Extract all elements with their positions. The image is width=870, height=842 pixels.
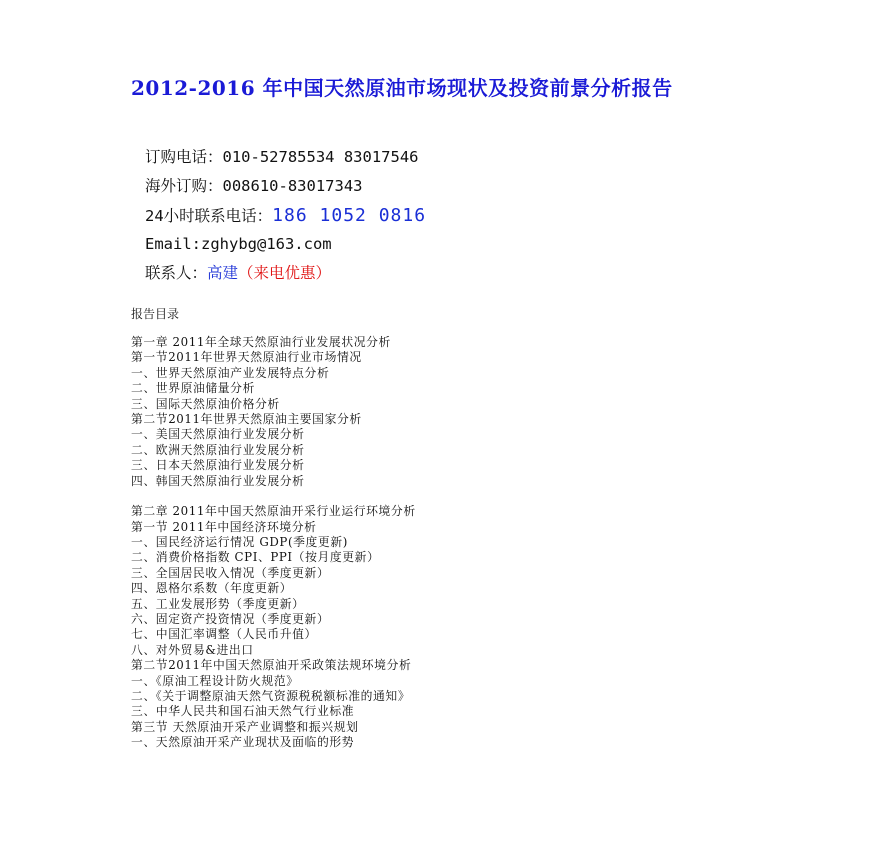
overseas-order-value: 008610-83017343 bbox=[222, 177, 363, 195]
toc-line: 五、工业发展形势（季度更新） bbox=[131, 596, 305, 611]
contact-person-line bbox=[145, 259, 426, 288]
toc-line: 三、日本天然原油行业发展分析 bbox=[131, 458, 305, 473]
contact-person-note: （来电优惠） bbox=[238, 264, 332, 282]
toc-line: 八、对外贸易&进出口 bbox=[131, 642, 254, 657]
toc-line: 第一节2011年世界天然原油行业市场情况 bbox=[131, 350, 362, 365]
overseas-order-label: 海外订购： bbox=[145, 177, 223, 195]
toc-line: 三、国际天然原油价格分析 bbox=[131, 396, 280, 411]
toc-line: 二、消费价格指数 CPI、PPI（按月度更新） bbox=[131, 550, 380, 565]
toc-line: 一、国民经济运行情况 GDP(季度更新) bbox=[131, 535, 348, 550]
order-phone-value: 010-52785534 83017546 bbox=[222, 148, 419, 166]
table-of-contents bbox=[131, 335, 416, 751]
toc-chapter-1 bbox=[131, 335, 416, 489]
toc-line: 第一节 2011年中国经济环境分析 bbox=[131, 519, 317, 534]
toc-line: 六、固定资产投资情况（季度更新） bbox=[131, 612, 330, 627]
hotline-label: 24小时联系电话： bbox=[145, 207, 273, 225]
toc-line: 二、欧洲天然原油行业发展分析 bbox=[131, 442, 305, 457]
toc-line: 第三节 天然原油开采产业调整和振兴规划 bbox=[131, 719, 359, 734]
toc-spacer bbox=[131, 489, 416, 504]
toc-line: 三、全国居民收入情况（季度更新） bbox=[131, 565, 330, 580]
toc-line: 第二节2011年世界天然原油主要国家分析 bbox=[131, 411, 362, 426]
toc-line: 四、韩国天然原油行业发展分析 bbox=[131, 473, 305, 488]
toc-line: 第二章 2011年中国天然原油开采行业运行环境分析 bbox=[131, 504, 416, 519]
toc-line: 一、世界天然原油产业发展特点分析 bbox=[131, 365, 330, 380]
hotline-line bbox=[145, 201, 426, 230]
report-title: 2012-2016 年中国天然原油市场现状及投资前景分析报告 bbox=[131, 76, 673, 100]
toc-line: 二、《关于调整原油天然气资源税税额标准的通知》 bbox=[131, 688, 411, 703]
toc-line: 一、《原油工程设计防火规范》 bbox=[131, 673, 299, 688]
toc-line: 七、中国汇率调整（人民币升值） bbox=[131, 627, 317, 642]
email-line: Email:zghybg@163.com bbox=[145, 235, 332, 253]
order-phone-label: 订购电话： bbox=[145, 148, 223, 166]
toc-heading: 报告目录 bbox=[131, 307, 180, 321]
toc-line: 第一章 2011年全球天然原油行业发展状况分析 bbox=[131, 335, 391, 349]
contact-person-label: 联系人： bbox=[145, 264, 208, 282]
toc-line: 三、中华人民共和国石油天然气行业标准 bbox=[131, 704, 355, 719]
hotline-value: 186 1052 0816 bbox=[272, 205, 427, 226]
toc-chapter-2 bbox=[131, 504, 416, 750]
toc-line: 二、世界原油储量分析 bbox=[131, 381, 255, 396]
contact-block bbox=[145, 143, 426, 288]
overseas-order-line bbox=[145, 172, 426, 201]
order-phone-line bbox=[145, 143, 426, 172]
toc-line: 第二节2011年中国天然原油开采政策法规环境分析 bbox=[131, 658, 412, 673]
toc-line: 一、天然原油开采产业现状及面临的形势 bbox=[131, 735, 355, 750]
contact-person-name: 高建 bbox=[207, 264, 239, 282]
toc-line: 一、美国天然原油行业发展分析 bbox=[131, 427, 305, 442]
toc-line: 四、恩格尔系数（年度更新） bbox=[131, 581, 293, 596]
